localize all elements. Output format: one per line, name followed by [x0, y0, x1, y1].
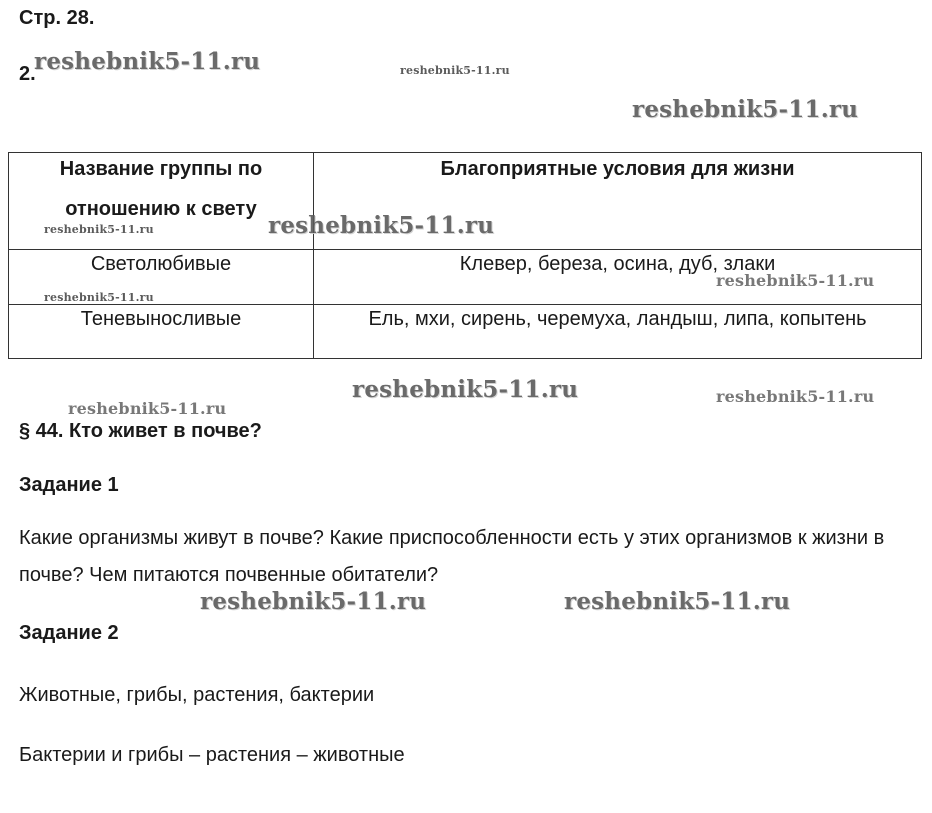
watermark: reshebnik5-11.ru — [352, 376, 579, 403]
task-number: 2. — [19, 63, 36, 85]
watermark: reshebnik5-11.ru — [68, 399, 227, 418]
task2-heading: Задание 2 — [19, 622, 119, 644]
table-row-divider — [9, 304, 921, 305]
page-reference: Стр. 28. — [19, 7, 95, 29]
watermark: reshebnik5-11.ru — [44, 223, 154, 236]
table-cell-conditions: Ель, мхи, сирень, черемуха, ландыш, липа, копытень — [368, 308, 867, 330]
task2-answer2: Бактерии и грибы – растения – животные — [19, 744, 405, 766]
section-title: § 44. Кто живет в почве? — [19, 420, 262, 442]
task1-text: Какие организмы живут в почве? Какие приспособленности есть у этих организмов к жизни в почве? Чем питаются почвенные обитатели? — [19, 527, 885, 586]
table-header-conditions: Благоприятные условия для жизни — [440, 158, 795, 180]
table-cell-group: Теневыносливые — [80, 308, 242, 330]
table-row-divider — [9, 249, 921, 250]
table-header-group-line1: Название группы по — [59, 158, 263, 180]
task2-answer1: Животные, грибы, растения, бактерии — [19, 684, 375, 706]
watermark: reshebnik5-11.ru — [400, 64, 510, 77]
watermark: reshebnik5-11.ru — [34, 48, 261, 75]
table-cell-conditions: Клевер, береза, осина, дуб, злаки — [459, 253, 776, 275]
light-groups-table — [8, 152, 922, 359]
task1-heading: Задание 1 — [19, 474, 119, 496]
watermark: reshebnik5-11.ru — [200, 588, 427, 615]
watermark: reshebnik5-11.ru — [716, 271, 875, 290]
table-cell-group: Светолюбивые — [90, 253, 232, 275]
watermark: reshebnik5-11.ru — [716, 387, 875, 406]
table-header-group-line2: отношению к свету — [65, 198, 257, 220]
watermark: reshebnik5-11.ru — [44, 291, 154, 304]
watermark: reshebnik5-11.ru — [564, 588, 791, 615]
watermark: reshebnik5-11.ru — [268, 212, 495, 239]
watermark: reshebnik5-11.ru — [632, 96, 859, 123]
